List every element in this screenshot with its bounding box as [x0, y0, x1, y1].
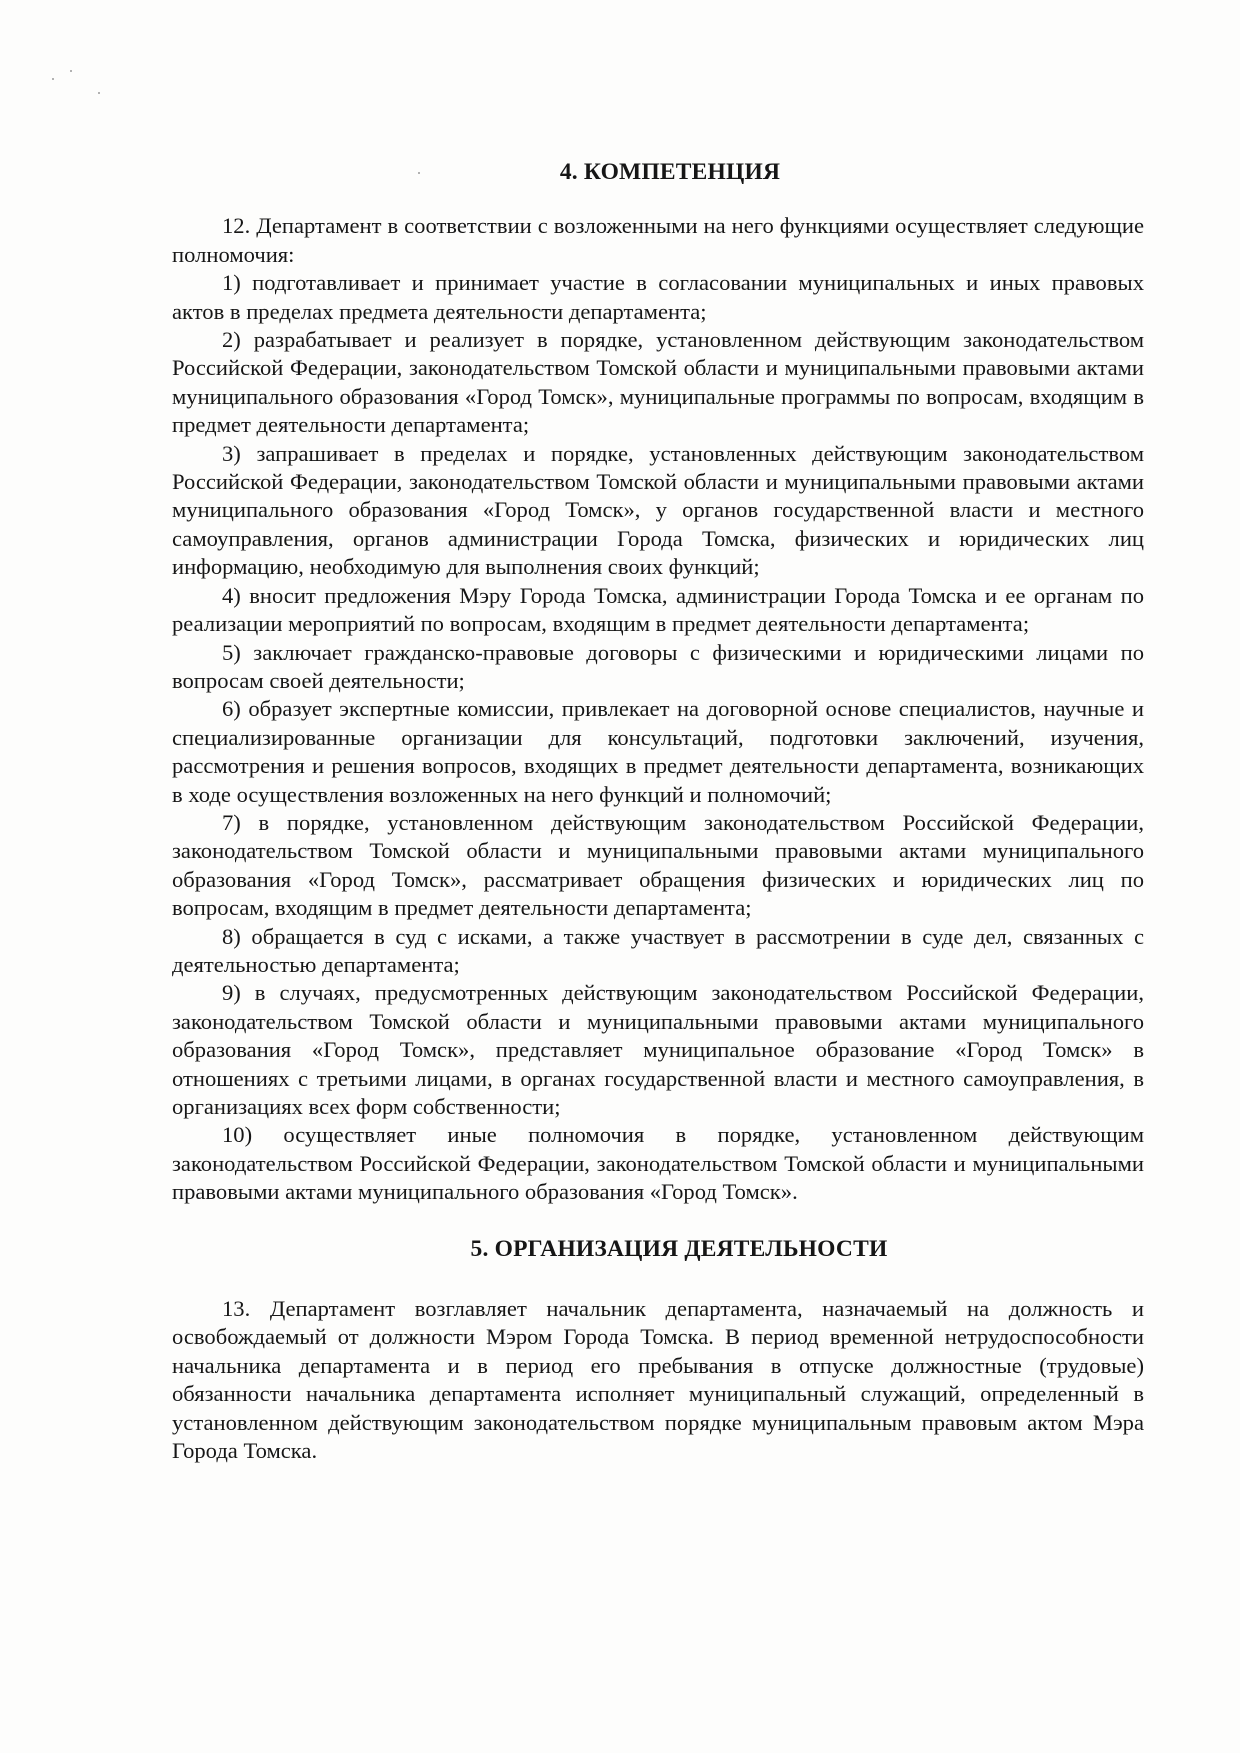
scan-speck	[98, 92, 100, 94]
paragraph-item-10: 10) осуществляет иные полномочия в порядке, установленном действующим законодательством Российской Федерации, законодательством Томской области и муниципальными правовыми актами муниципального образования «Город Томск».	[172, 1122, 1144, 1205]
paragraph-item-4: 4) вносит предложения Мэру Города Томска, администрации Города Томска и ее органам по реализации мероприятий по вопросам, входящим в предмет деятельности департамента;	[172, 582, 1144, 637]
paragraph-item-3: 3) запрашивает в пределах и порядке, установленных действующим законодательством Российской Федерации, законодательством Томской области и муниципальными правовыми актами муниципального образования «Город Томск», у органов государственной власти и местного самоуправления, органов администрации Города Томска, физических и юридических лиц информацию, необходимую для выполнения своих функций;	[172, 440, 1144, 580]
paragraph-item-9: 9) в случаях, предусмотренных действующим законодательством Российской Федерации, законодательством Томской области и муниципальными правовыми актами муниципального образования «Город Томск», представляет муниципальное образование «Город Томск» в отношениях с третьими лицами, в органах государственной власти и местного самоуправления, в организациях всех форм собственности;	[172, 980, 1144, 1119]
section-5-heading: 5. ОРГАНИЗАЦИЯ ДЕЯТЕЛЬНОСТИ	[470, 1235, 888, 1262]
paragraph-item-8: 8) обращается в суд с исками, а также участвует в рассмотрении в суде дел, связанных с деятельностью департамента;	[172, 923, 1144, 977]
paragraph-item-7: 7) в порядке, установленном действующим законодательством Российской Федерации, законодательством Томской области и муниципальными правовыми актами муниципального образования «Город Томск», рассматривает обращения физических и юридических лиц по вопросам, входящим в предмет деятельности департамента;	[172, 809, 1144, 921]
paragraph-item-5: 5) заключает гражданско-правовые договоры с физическими и юридическими лицами по вопросам своей деятельности;	[172, 639, 1144, 693]
paragraph-12: 12. Департамент в соответствии с возложенными на него функциями осуществляет следующие полномочия:	[172, 213, 1144, 267]
document-body	[172, 158, 1144, 1465]
section-4-heading: 4. КОМПЕТЕНЦИЯ	[559, 159, 781, 185]
paragraph-13: 13. Департамент возглавляет начальник департамента, назначаемый на должность и освобождаемый от должности Мэром Города Томска. В период временной нетрудоспособности начальника департамента и в период его пребывания в отпуске должностные (трудовые) обязанности начальника департамента исполняет муниципальный служащий, определенный в установленном действующим законодательством порядке муниципальным правовым актом Мэра Города Томска.	[172, 1296, 1144, 1464]
paragraph-item-6: 6) образует экспертные комиссии, привлекает на договорной основе специалистов, научные и специализированные организации для консультаций, подготовки заключений, изучения, рассмотрения и решения вопросов, входящих в предмет деятельности департамента, возникающих в ходе осуществления возложенных на него функций и полномочий;	[172, 696, 1144, 807]
paragraph-item-1: 1) подготавливает и принимает участие в согласовании муниципальных и иных правовых актов в пределах предмета деятельности департамента;	[172, 270, 1144, 324]
section-5-text	[172, 1295, 1144, 1465]
scan-speck	[52, 78, 54, 80]
section-4-text	[172, 212, 1144, 1206]
paragraph-item-2: 2) разрабатывает и реализует в порядке, установленном действующим законодательством Российской Федерации, законодательством Томской области и муниципальными правовыми актами муниципального образования «Город Томск», муниципальные программы по вопросам, входящим в предмет деятельности департамента;	[172, 327, 1144, 438]
scan-speck	[70, 70, 72, 72]
